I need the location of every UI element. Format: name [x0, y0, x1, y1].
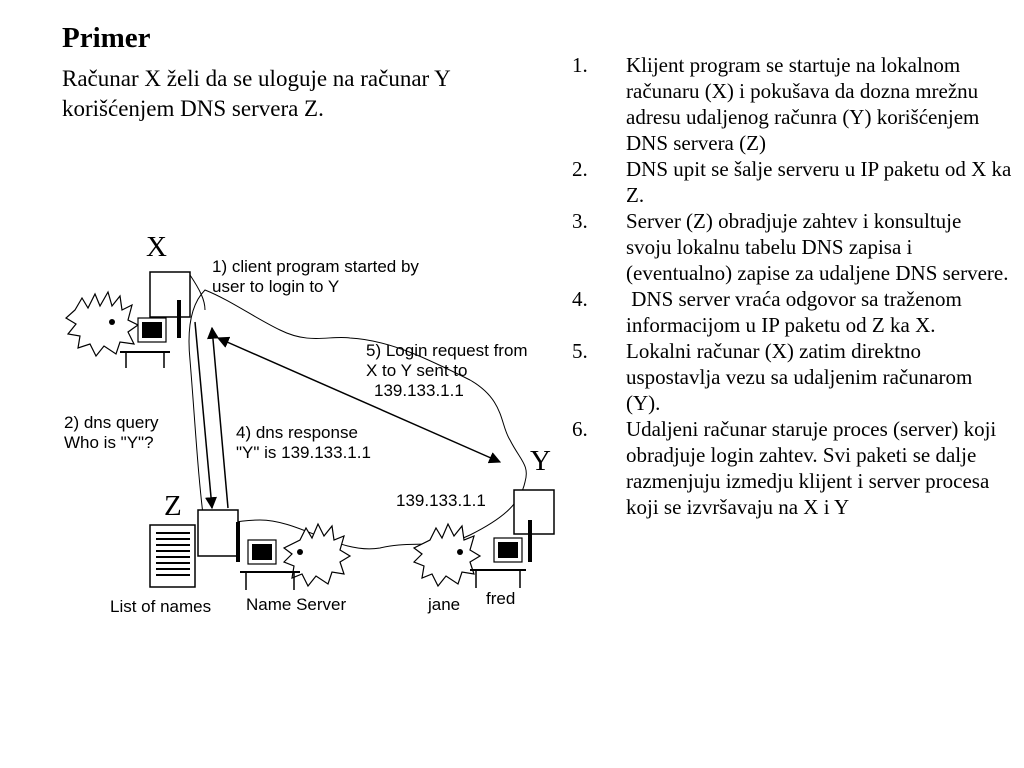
dns-response-arrow — [212, 328, 228, 508]
user-y-icon — [414, 524, 526, 588]
computer-x-stand — [177, 300, 181, 338]
ip-address-label: 139.133.1.1 — [396, 491, 486, 510]
dns-query-arrow — [195, 322, 212, 508]
step-text: DNS server vraća odgovor sa traženom informacijom u IP paketu od Z ka X. — [626, 287, 968, 337]
step4-label-line1: 4) dns response — [236, 423, 358, 442]
step-number: 2. — [572, 157, 588, 181]
dns-diagram — [0, 200, 580, 630]
step-text: DNS upit se šalje serveru u IP paketu od X ka Z. — [626, 157, 1012, 207]
user-fred-label: fred — [486, 589, 516, 608]
step-number: 3. — [572, 209, 588, 233]
step2-label-line2: Who is "Y"? — [64, 433, 154, 452]
step5-label-line1: 5) Login request from — [366, 341, 528, 360]
step-number: 1. — [572, 53, 588, 77]
user-jane-label: jane — [428, 595, 461, 614]
step-item — [572, 208, 1012, 286]
step-number: 5. — [572, 339, 588, 363]
page-title: Primer — [62, 22, 151, 54]
step-text: Lokalni računar (X) zatim direktno uspostavlja vezu sa udaljenim računarom (Y). — [626, 339, 973, 415]
step1-label-line1: 1) client program started by — [212, 257, 419, 276]
name-server-operator-icon — [240, 524, 350, 590]
step-item — [572, 156, 1012, 208]
step5-label-line2: X to Y sent to — [366, 361, 468, 380]
node-y-label: Y — [530, 445, 551, 477]
step-item — [572, 338, 1012, 416]
step-text: Klijent program se startuje na lokalnom računaru (X) i pokušava da dozna mrežnu adresu udaljenog računra (Y) korišćenjem DNS servera (Z) — [626, 53, 980, 155]
computer-y-monitor — [514, 490, 554, 534]
step4-label-line2: "Y" is 139.133.1.1 — [236, 443, 371, 462]
computer-z-stand — [236, 522, 240, 562]
step-item — [572, 286, 1012, 338]
step-item — [572, 416, 1012, 520]
computer-y-stand — [528, 520, 532, 562]
computer-z-monitor — [198, 510, 238, 556]
page-subtitle: Računar X želi da se uloguje na računar Y korišćenjem DNS servera Z. — [62, 66, 450, 121]
step-number: 6. — [572, 417, 588, 441]
node-x-label: X — [146, 231, 167, 263]
step-item — [572, 52, 1012, 156]
step2-label-line1: 2) dns query — [64, 413, 159, 432]
step-text: Udaljeni računar staruje proces (server) koji obradjuje login zahtev. Svi paketi se dalje razmenjuju izmedju klijent i server procesa koji se izvršavaju na X i Y — [626, 417, 997, 519]
step-number: 4. — [572, 287, 588, 311]
name-server-label: Name Server — [246, 595, 347, 614]
step-text: Server (Z) obradjuje zahtev i konsultuje svoju lokalnu tabelu DNS zapisa i (eventualno) zapise za udaljene DNS servere. — [626, 209, 1009, 285]
step1-label-line2: user to login to Y — [212, 277, 340, 296]
list-of-names-icon — [150, 525, 195, 587]
list-of-names-label: List of names — [110, 597, 212, 616]
steps-list — [572, 52, 1012, 520]
computer-x-monitor — [150, 272, 190, 317]
node-z-label: Z — [164, 490, 182, 522]
step5-label-line3: 139.133.1.1 — [374, 381, 464, 400]
network-cloud-outline — [189, 290, 526, 549]
